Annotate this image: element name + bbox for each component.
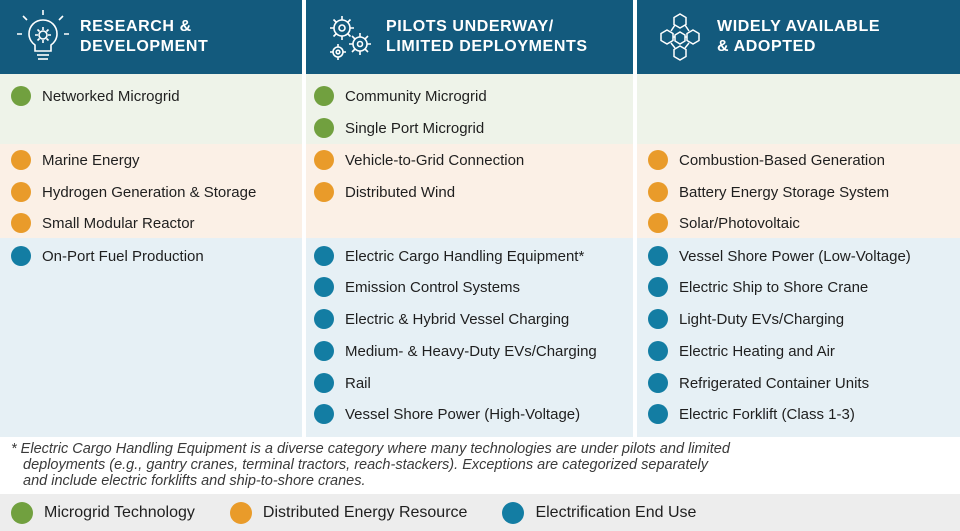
microgrid-band bbox=[0, 74, 960, 144]
microgrid-cell-pilots bbox=[306, 74, 633, 144]
end-use-dot bbox=[648, 277, 668, 297]
list-item bbox=[314, 308, 569, 330]
item-label: Emission Control Systems bbox=[345, 278, 521, 296]
microgrid-cell-widely-available bbox=[637, 74, 960, 144]
end-use-cell-research bbox=[0, 238, 302, 437]
gears-icon bbox=[320, 8, 378, 66]
end-use-dot bbox=[648, 246, 668, 266]
item-label: Community Microgrid bbox=[345, 87, 487, 105]
list-item bbox=[314, 403, 580, 425]
der-dot bbox=[11, 150, 31, 170]
column-title: PILOTS UNDERWAY/ LIMITED DEPLOYMENTS bbox=[386, 18, 588, 55]
list-item bbox=[314, 181, 455, 203]
item-label: Vehicle-to-Grid Connection bbox=[345, 151, 525, 169]
column-header-pilots bbox=[306, 0, 633, 74]
legend-label: Distributed Energy Resource bbox=[262, 503, 468, 521]
end-use-dot bbox=[314, 246, 334, 266]
list-item bbox=[314, 117, 484, 139]
end-use-cell-widely-available bbox=[637, 238, 960, 437]
der-dot bbox=[648, 150, 668, 170]
column-title: WIDELY AVAILABLE & ADOPTED bbox=[717, 18, 881, 55]
item-label: Electric Cargo Handling Equipment* bbox=[345, 247, 585, 265]
item-label: Hydrogen Generation & Storage bbox=[42, 183, 257, 201]
legend-item-distributed-energy bbox=[230, 502, 468, 524]
item-label: Marine Energy bbox=[42, 151, 140, 169]
list-item bbox=[11, 181, 256, 203]
der-dot bbox=[230, 502, 252, 524]
list-item bbox=[314, 85, 487, 107]
item-label: Light-Duty EVs/Charging bbox=[679, 310, 845, 328]
item-label: Single Port Microgrid bbox=[345, 119, 485, 137]
der-cell-pilots bbox=[306, 144, 633, 238]
microgrid-dot bbox=[314, 86, 334, 106]
der-dot bbox=[648, 213, 668, 233]
end-use-dot bbox=[314, 373, 334, 393]
list-item bbox=[648, 372, 869, 394]
list-item bbox=[648, 149, 885, 171]
list-item bbox=[648, 245, 911, 267]
footnote-line: deployments (e.g., gantry cranes, terminal tractors, reach-stackers). Exceptions are categorized separately bbox=[23, 457, 709, 473]
der-dot bbox=[314, 182, 334, 202]
list-item bbox=[314, 340, 597, 362]
item-label: Refrigerated Container Units bbox=[679, 374, 870, 392]
end-use-dot bbox=[648, 404, 668, 424]
end-use-band bbox=[0, 238, 960, 437]
list-item bbox=[314, 245, 584, 267]
list-item bbox=[648, 308, 844, 330]
end-use-dot bbox=[648, 309, 668, 329]
end-use-dot bbox=[314, 277, 334, 297]
list-item bbox=[648, 403, 855, 425]
list-item bbox=[314, 149, 524, 171]
legend-label: Electrification End Use bbox=[535, 503, 697, 521]
column-header-widely-available bbox=[637, 0, 960, 74]
item-label: Vessel Shore Power (High-Voltage) bbox=[345, 405, 581, 423]
list-item bbox=[11, 212, 195, 234]
list-item bbox=[11, 149, 140, 171]
item-label: Electric Forklift (Class 1-3) bbox=[679, 405, 855, 423]
column-header-research bbox=[0, 0, 302, 74]
list-item bbox=[11, 245, 204, 267]
microgrid-cell-research bbox=[0, 74, 302, 144]
item-label: Distributed Wind bbox=[345, 183, 456, 201]
item-label: Small Modular Reactor bbox=[42, 214, 195, 232]
item-label: Electric & Hybrid Vessel Charging bbox=[345, 310, 570, 328]
end-use-dot bbox=[314, 309, 334, 329]
footnote-line: * Electric Cargo Handling Equipment is a diverse category where many technologies are under pilots and limited bbox=[11, 441, 730, 457]
footnote bbox=[11, 441, 911, 489]
distributed-energy-band bbox=[0, 144, 960, 238]
der-dot bbox=[314, 150, 334, 170]
item-label: Rail bbox=[345, 374, 371, 392]
list-item bbox=[314, 276, 520, 298]
footnote-line: and include electric forklifts and ship-to-shore cranes. bbox=[23, 473, 366, 489]
end-use-dot bbox=[502, 502, 524, 524]
item-label: Battery Energy Storage System bbox=[679, 183, 890, 201]
list-item bbox=[648, 276, 868, 298]
item-label: Medium- & Heavy-Duty EVs/Charging bbox=[345, 342, 597, 360]
end-use-cell-pilots bbox=[306, 238, 633, 437]
end-use-dot bbox=[314, 341, 334, 361]
der-dot bbox=[648, 182, 668, 202]
item-label: On-Port Fuel Production bbox=[42, 247, 204, 265]
list-item bbox=[11, 85, 180, 107]
item-label: Vessel Shore Power (Low-Voltage) bbox=[679, 247, 911, 265]
list-item bbox=[648, 181, 889, 203]
legend-item-end-use bbox=[502, 502, 696, 524]
item-label: Solar/Photovoltaic bbox=[679, 214, 800, 232]
der-dot bbox=[11, 182, 31, 202]
legend bbox=[0, 494, 960, 531]
item-label: Electric Heating and Air bbox=[679, 342, 835, 360]
end-use-dot bbox=[314, 404, 334, 424]
column-title: RESEARCH & DEVELOPMENT bbox=[80, 18, 209, 55]
item-label: Combustion-Based Generation bbox=[679, 151, 885, 169]
item-label: Electric Ship to Shore Crane bbox=[679, 278, 869, 296]
end-use-dot bbox=[648, 373, 668, 393]
microgrid-dot bbox=[11, 502, 33, 524]
microgrid-dot bbox=[314, 118, 334, 138]
der-dot bbox=[11, 213, 31, 233]
end-use-dot bbox=[11, 246, 31, 266]
der-cell-research bbox=[0, 144, 302, 238]
microgrid-dot bbox=[11, 86, 31, 106]
list-item bbox=[314, 372, 371, 394]
item-label: Networked Microgrid bbox=[42, 87, 180, 105]
list-item bbox=[648, 340, 835, 362]
list-item bbox=[648, 212, 800, 234]
cubes-network-icon bbox=[651, 8, 709, 66]
der-cell-widely-available bbox=[637, 144, 960, 238]
lightbulb-gear-icon bbox=[14, 8, 72, 66]
end-use-dot bbox=[648, 341, 668, 361]
legend-item-microgrid bbox=[11, 502, 195, 524]
legend-label: Microgrid Technology bbox=[44, 503, 195, 521]
